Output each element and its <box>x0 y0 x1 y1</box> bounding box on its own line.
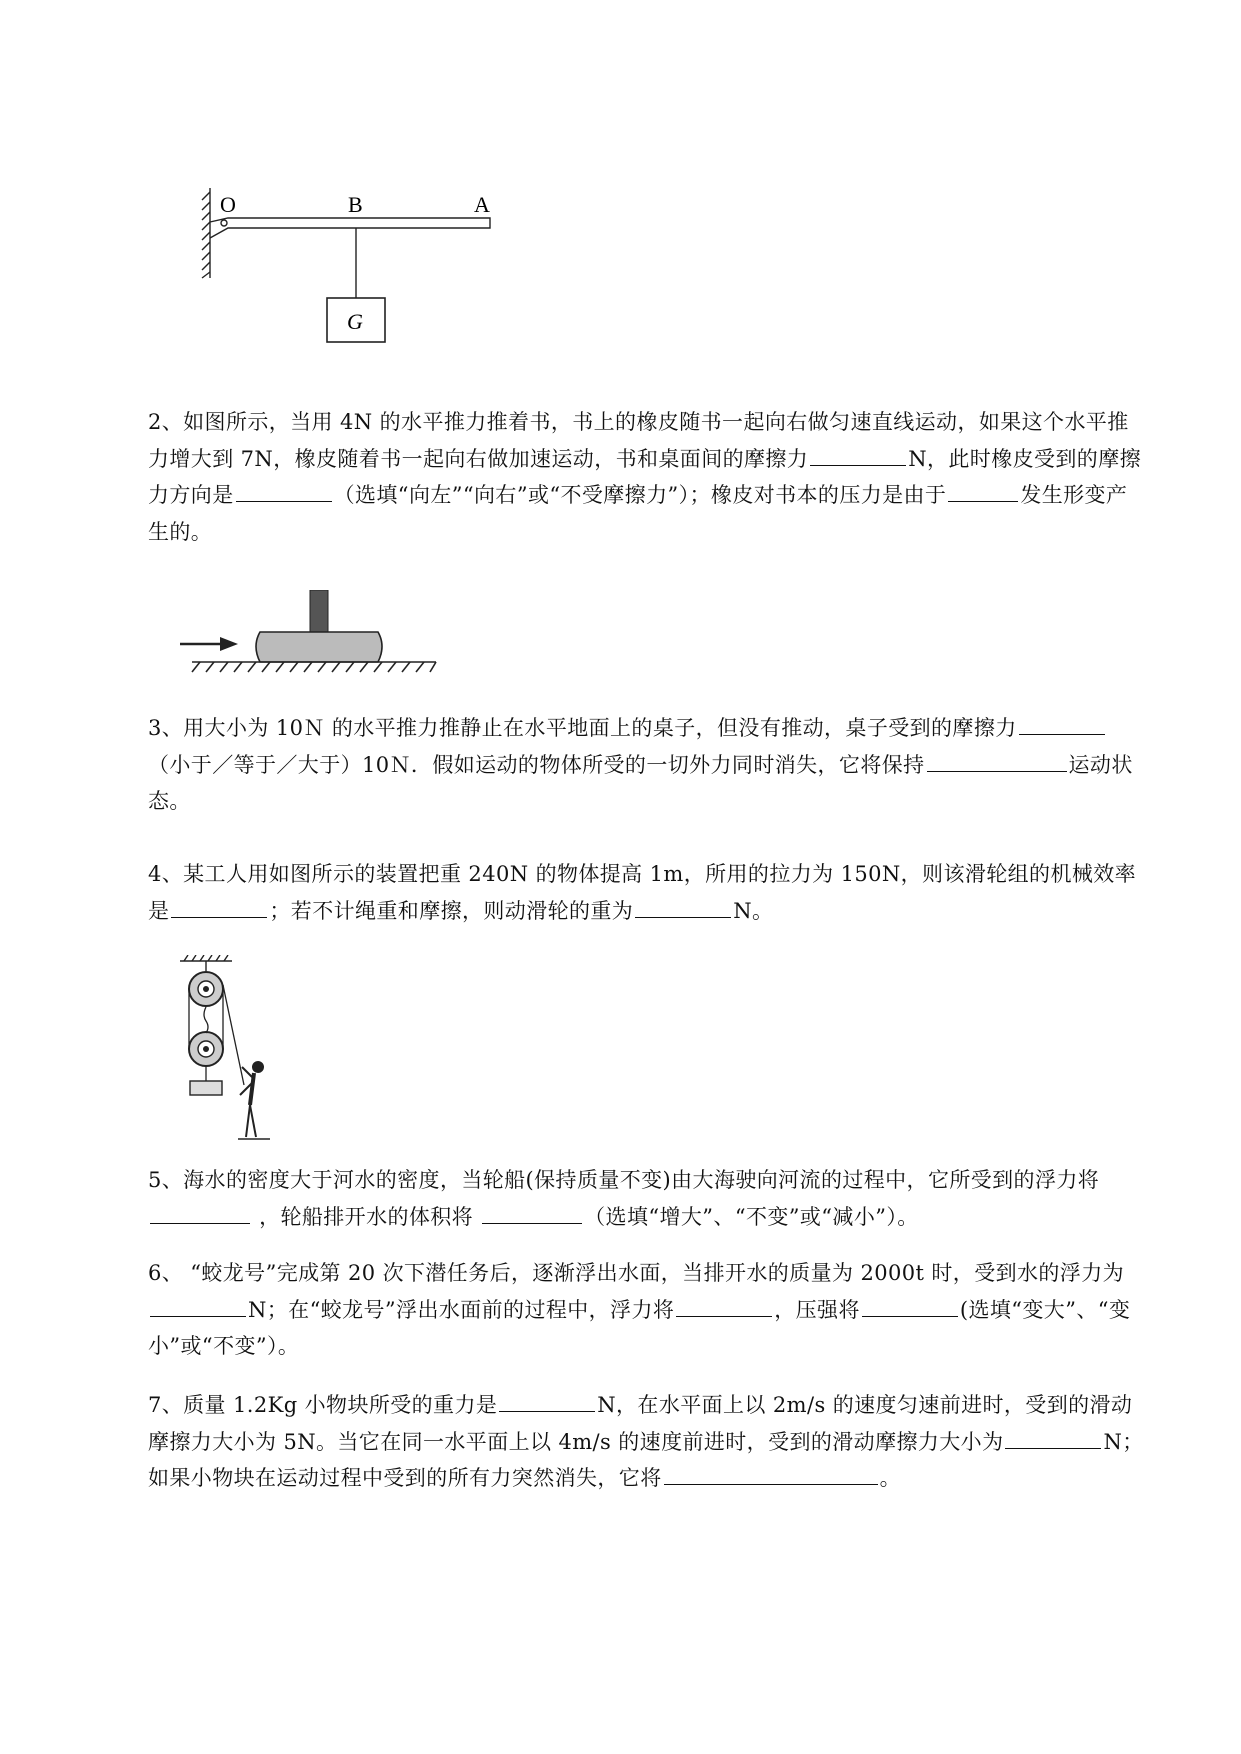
question-text: N，此时橡皮受到的摩擦力方向是 <box>148 446 1141 507</box>
answer-blank[interactable] <box>664 1462 878 1485</box>
answer-blank[interactable] <box>810 443 906 466</box>
worker-figure <box>238 1062 270 1139</box>
eraser <box>310 590 328 634</box>
wall-hatch <box>202 188 210 278</box>
book <box>256 632 382 662</box>
question-2 <box>148 404 1148 550</box>
load-block <box>190 1081 222 1095</box>
question-text: （小于／等于／大于）10Ｎ．假如运动的物体所受的一切外力同时消失，它将保持 <box>148 752 925 777</box>
question-6 <box>148 1255 1148 1365</box>
question-text: 4、某工人用如图所示的装置把重 240N 的物体提高 1m，所用的拉力为 150N，则该滑轮组的机械效率是 <box>148 862 1137 923</box>
pulley-diagram <box>176 955 276 1145</box>
answer-blank[interactable] <box>676 1294 772 1317</box>
weight-label: G <box>347 309 363 334</box>
question-text: N。 <box>733 898 774 923</box>
answer-blank[interactable] <box>1005 1426 1101 1449</box>
answer-blank[interactable] <box>171 895 267 918</box>
question-text: N，在水平面上以 2m/s 的速度匀速前进时，受到的滑动摩擦力大小为 5N。当它在同一水平面上以 4m/s 的速度前进时，受到的滑动摩擦力大小为 <box>148 1393 1133 1454</box>
answer-blank[interactable] <box>927 749 1067 772</box>
answer-blank[interactable] <box>150 1294 246 1317</box>
question-text: ；若不计绳重和摩擦，则动滑轮的重为 <box>269 898 634 923</box>
book-push-diagram <box>176 590 446 676</box>
answer-blank[interactable] <box>150 1201 250 1224</box>
question-text: 7、质量 1.2Kg 小物块所受的重力是 <box>148 1393 498 1417</box>
label-a: A <box>474 192 490 217</box>
question-text: (选填“变大”、“变小”或“不变”）。 <box>148 1297 1131 1358</box>
question-text: 3、用大小为 10Ｎ 的水平推力推静止在水平地面上的桌子，但没有推动，桌子受到的摩擦力 <box>148 716 1017 740</box>
question-text: ，压强将 <box>774 1297 860 1322</box>
question-text: 2、如图所示，当用 4N 的水平推力推着书，书上的橡皮随书一起向右做匀速直线运动，如果这个水平推力增大到 7N，橡皮随着书一起向右做加速运动，书和桌面间的摩擦力 <box>148 410 1129 471</box>
question-5 <box>148 1162 1148 1235</box>
lever-diagram <box>196 186 516 346</box>
question-text: 。 <box>879 1466 902 1490</box>
fixed-pulley <box>189 972 223 1006</box>
push-arrow <box>180 637 238 651</box>
answer-blank[interactable] <box>948 479 1018 502</box>
question-text: 5、海水的密度大于河水的密度，当轮船(保持质量不变)由大海驶向河流的过程中，它所受到的浮力将 <box>148 1168 1100 1192</box>
answer-blank[interactable] <box>862 1294 958 1317</box>
question-4 <box>148 856 1148 929</box>
question-text: 发生形变产生的。 <box>148 483 1128 544</box>
question-text: （选填“向左”“向右”或“不受摩擦力”）；橡皮对书本的压力是由于 <box>333 483 947 507</box>
question-text: 运动状态。 <box>148 752 1133 813</box>
answer-blank[interactable] <box>482 1201 582 1224</box>
answer-blank[interactable] <box>236 479 332 502</box>
question-text: （选填“增大”、“不变”或“减小”）。 <box>584 1204 919 1229</box>
question-3 <box>148 710 1148 820</box>
answer-blank[interactable] <box>1019 712 1105 735</box>
lever-bar <box>210 218 490 238</box>
table-surface <box>192 662 436 672</box>
ceiling <box>180 955 232 971</box>
label-b: B <box>348 192 363 217</box>
answer-blank[interactable] <box>635 895 731 918</box>
question-text: N；在“蛟龙号”浮出水面前的过程中，浮力将 <box>248 1297 675 1322</box>
question-text: 6、 “蛟龙号”完成第 20 次下潜任务后，逐渐浮出水面，当排开水的质量为 2000t 时，受到水的浮力为 <box>148 1261 1125 1285</box>
label-o: O <box>220 192 236 217</box>
question-text: ，轮船排开水的体积将 <box>252 1204 481 1229</box>
question-7 <box>148 1387 1148 1497</box>
movable-pulley <box>189 1032 223 1066</box>
answer-blank[interactable] <box>499 1389 595 1412</box>
question-text: N；如果小物块在运动过程中受到的所有力突然消失，它将 <box>148 1429 1144 1490</box>
